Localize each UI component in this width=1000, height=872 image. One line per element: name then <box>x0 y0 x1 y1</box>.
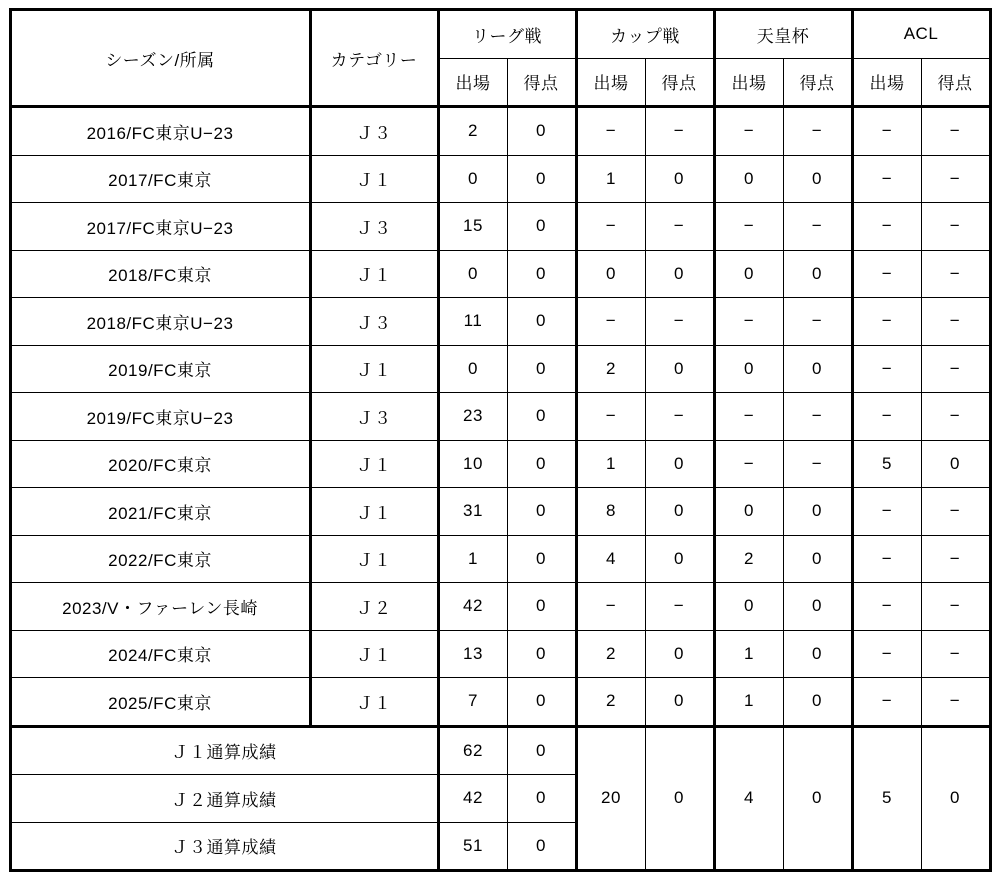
cell-emperor-apps: − <box>714 393 783 441</box>
table-row <box>10 630 990 678</box>
cell-cup-goals: 0 <box>645 488 714 536</box>
cell-league-goals: 0 <box>507 440 576 488</box>
cell-total-cup-goals: 0 <box>645 726 714 871</box>
cell-emperor-goals: − <box>783 298 852 346</box>
cell-category: Ｊ３ <box>310 393 438 441</box>
cell-cup-goals: 0 <box>645 345 714 393</box>
cell-cup-apps: 2 <box>576 678 645 727</box>
cell-acl-apps: − <box>852 250 921 298</box>
cell-cup-apps: 2 <box>576 630 645 678</box>
cell-cup-goals: 0 <box>645 678 714 727</box>
cell-acl-goals: − <box>921 630 990 678</box>
cell-category: Ｊ２ <box>310 583 438 631</box>
cell-season: 2016/FC東京U−23 <box>10 107 310 156</box>
cell-total-acl-apps: 5 <box>852 726 921 871</box>
cell-emperor-apps: − <box>714 203 783 251</box>
table-row <box>10 203 990 251</box>
cell-total-league-apps: 62 <box>438 726 507 775</box>
cell-emperor-apps: 2 <box>714 535 783 583</box>
cell-league-goals: 0 <box>507 155 576 203</box>
cell-acl-goals: − <box>921 535 990 583</box>
cell-acl-goals: − <box>921 107 990 156</box>
cell-league-goals: 0 <box>507 250 576 298</box>
cell-total-league-goals: 0 <box>507 775 576 823</box>
header-cup-apps: 出場 <box>576 58 645 107</box>
cell-league-goals: 0 <box>507 488 576 536</box>
cell-cup-apps: 1 <box>576 155 645 203</box>
cell-season: 2019/FC東京U−23 <box>10 393 310 441</box>
cell-emperor-goals: 0 <box>783 345 852 393</box>
cell-season: 2020/FC東京 <box>10 440 310 488</box>
cell-league-apps: 1 <box>438 535 507 583</box>
cell-league-goals: 0 <box>507 630 576 678</box>
cell-acl-apps: − <box>852 488 921 536</box>
table-row <box>10 535 990 583</box>
cell-emperor-goals: − <box>783 440 852 488</box>
cell-total-league-apps: 51 <box>438 822 507 871</box>
cell-season: 2025/FC東京 <box>10 678 310 727</box>
cell-category: Ｊ１ <box>310 155 438 203</box>
cell-acl-goals: 0 <box>921 440 990 488</box>
cell-league-apps: 42 <box>438 583 507 631</box>
table-row <box>10 440 990 488</box>
cell-cup-goals: − <box>645 298 714 346</box>
cell-acl-goals: − <box>921 155 990 203</box>
cell-total-acl-goals: 0 <box>921 726 990 871</box>
header-cup-goals: 得点 <box>645 58 714 107</box>
cell-cup-goals: 0 <box>645 440 714 488</box>
cell-cup-goals: 0 <box>645 535 714 583</box>
cell-acl-goals: − <box>921 678 990 727</box>
cell-league-apps: 31 <box>438 488 507 536</box>
cell-league-goals: 0 <box>507 298 576 346</box>
cell-league-apps: 7 <box>438 678 507 727</box>
cell-total-league-goals: 0 <box>507 726 576 775</box>
cell-emperor-goals: 0 <box>783 678 852 727</box>
cell-season: 2022/FC東京 <box>10 535 310 583</box>
table-row <box>10 678 990 727</box>
cell-acl-apps: − <box>852 630 921 678</box>
header-category: カテゴリー <box>310 10 438 107</box>
cell-acl-goals: − <box>921 583 990 631</box>
table-header <box>10 10 990 107</box>
cell-league-goals: 0 <box>507 393 576 441</box>
cell-cup-goals: 0 <box>645 630 714 678</box>
cell-total-cup-apps: 20 <box>576 726 645 871</box>
cell-league-goals: 0 <box>507 678 576 727</box>
cell-cup-goals: − <box>645 393 714 441</box>
cell-category: Ｊ３ <box>310 107 438 156</box>
table-row <box>10 345 990 393</box>
header-group-acl: ACL <box>852 10 990 59</box>
cell-cup-apps: 8 <box>576 488 645 536</box>
career-stats-table <box>9 8 992 872</box>
cell-category: Ｊ１ <box>310 250 438 298</box>
cell-acl-goals: − <box>921 393 990 441</box>
cell-league-apps: 23 <box>438 393 507 441</box>
cell-league-goals: 0 <box>507 203 576 251</box>
cell-league-apps: 11 <box>438 298 507 346</box>
cell-cup-apps: − <box>576 203 645 251</box>
table-body <box>10 107 990 871</box>
cell-category: Ｊ１ <box>310 678 438 727</box>
header-emperor-apps: 出場 <box>714 58 783 107</box>
cell-category: Ｊ１ <box>310 440 438 488</box>
table-row <box>10 107 990 156</box>
cell-category: Ｊ１ <box>310 630 438 678</box>
table-row <box>10 583 990 631</box>
cell-acl-apps: − <box>852 298 921 346</box>
cell-cup-goals: 0 <box>645 250 714 298</box>
cell-cup-goals: − <box>645 203 714 251</box>
cell-category: Ｊ３ <box>310 298 438 346</box>
cell-season: 2019/FC東京 <box>10 345 310 393</box>
cell-cup-goals: − <box>645 107 714 156</box>
cell-acl-apps: − <box>852 107 921 156</box>
header-group-emperor: 天皇杯 <box>714 10 852 59</box>
cell-acl-apps: 5 <box>852 440 921 488</box>
cell-league-apps: 0 <box>438 250 507 298</box>
header-row-groups <box>10 10 990 59</box>
header-season: シーズン/所属 <box>10 10 310 107</box>
table-row <box>10 393 990 441</box>
cell-emperor-goals: 0 <box>783 535 852 583</box>
cell-league-apps: 0 <box>438 155 507 203</box>
cell-league-apps: 15 <box>438 203 507 251</box>
cell-league-apps: 13 <box>438 630 507 678</box>
cell-emperor-goals: 0 <box>783 250 852 298</box>
cell-season: 2024/FC東京 <box>10 630 310 678</box>
cell-emperor-apps: 0 <box>714 250 783 298</box>
cell-cup-apps: 4 <box>576 535 645 583</box>
cell-emperor-apps: 1 <box>714 678 783 727</box>
table-row <box>10 298 990 346</box>
cell-emperor-apps: − <box>714 107 783 156</box>
cell-emperor-goals: − <box>783 203 852 251</box>
cell-cup-apps: − <box>576 583 645 631</box>
cell-cup-goals: − <box>645 583 714 631</box>
cell-category: Ｊ３ <box>310 203 438 251</box>
cell-season: 2017/FC東京 <box>10 155 310 203</box>
cell-emperor-apps: − <box>714 440 783 488</box>
total-row <box>10 726 990 775</box>
cell-total-league-goals: 0 <box>507 822 576 871</box>
cell-category: Ｊ１ <box>310 488 438 536</box>
cell-acl-apps: − <box>852 155 921 203</box>
cell-league-apps: 10 <box>438 440 507 488</box>
cell-total-label: Ｊ１通算成績 <box>10 726 438 775</box>
cell-acl-goals: − <box>921 488 990 536</box>
cell-total-emperor-apps: 4 <box>714 726 783 871</box>
cell-season: 2017/FC東京U−23 <box>10 203 310 251</box>
table-row <box>10 155 990 203</box>
cell-season: 2023/V・ファーレン長崎 <box>10 583 310 631</box>
cell-acl-goals: − <box>921 298 990 346</box>
cell-emperor-goals: − <box>783 107 852 156</box>
cell-acl-goals: − <box>921 203 990 251</box>
cell-season: 2021/FC東京 <box>10 488 310 536</box>
header-acl-apps: 出場 <box>852 58 921 107</box>
cell-cup-apps: − <box>576 393 645 441</box>
header-league-goals: 得点 <box>507 58 576 107</box>
cell-total-league-apps: 42 <box>438 775 507 823</box>
cell-acl-apps: − <box>852 583 921 631</box>
cell-emperor-goals: 0 <box>783 488 852 536</box>
cell-league-goals: 0 <box>507 107 576 156</box>
cell-emperor-apps: 1 <box>714 630 783 678</box>
table-row <box>10 488 990 536</box>
cell-season: 2018/FC東京U−23 <box>10 298 310 346</box>
cell-league-goals: 0 <box>507 535 576 583</box>
cell-league-goals: 0 <box>507 583 576 631</box>
cell-emperor-goals: 0 <box>783 583 852 631</box>
header-league-apps: 出場 <box>438 58 507 107</box>
header-emperor-goals: 得点 <box>783 58 852 107</box>
cell-acl-apps: − <box>852 393 921 441</box>
cell-cup-apps: 0 <box>576 250 645 298</box>
cell-emperor-goals: − <box>783 393 852 441</box>
header-group-league: リーグ戦 <box>438 10 576 59</box>
cell-cup-goals: 0 <box>645 155 714 203</box>
header-acl-goals: 得点 <box>921 58 990 107</box>
cell-total-label: Ｊ３通算成績 <box>10 822 438 871</box>
cell-category: Ｊ１ <box>310 345 438 393</box>
cell-cup-apps: 2 <box>576 345 645 393</box>
cell-emperor-goals: 0 <box>783 155 852 203</box>
cell-category: Ｊ１ <box>310 535 438 583</box>
cell-total-emperor-goals: 0 <box>783 726 852 871</box>
cell-acl-apps: − <box>852 345 921 393</box>
cell-emperor-apps: 0 <box>714 345 783 393</box>
cell-emperor-goals: 0 <box>783 630 852 678</box>
cell-season: 2018/FC東京 <box>10 250 310 298</box>
cell-emperor-apps: 0 <box>714 583 783 631</box>
cell-total-label: Ｊ２通算成績 <box>10 775 438 823</box>
cell-league-goals: 0 <box>507 345 576 393</box>
cell-league-apps: 2 <box>438 107 507 156</box>
cell-emperor-apps: − <box>714 298 783 346</box>
cell-acl-goals: − <box>921 250 990 298</box>
cell-acl-goals: − <box>921 345 990 393</box>
cell-emperor-apps: 0 <box>714 155 783 203</box>
header-group-cup: カップ戦 <box>576 10 714 59</box>
cell-cup-apps: − <box>576 298 645 346</box>
cell-cup-apps: 1 <box>576 440 645 488</box>
cell-acl-apps: − <box>852 678 921 727</box>
cell-acl-apps: − <box>852 203 921 251</box>
table-row <box>10 250 990 298</box>
cell-acl-apps: − <box>852 535 921 583</box>
cell-emperor-apps: 0 <box>714 488 783 536</box>
cell-cup-apps: − <box>576 107 645 156</box>
cell-league-apps: 0 <box>438 345 507 393</box>
